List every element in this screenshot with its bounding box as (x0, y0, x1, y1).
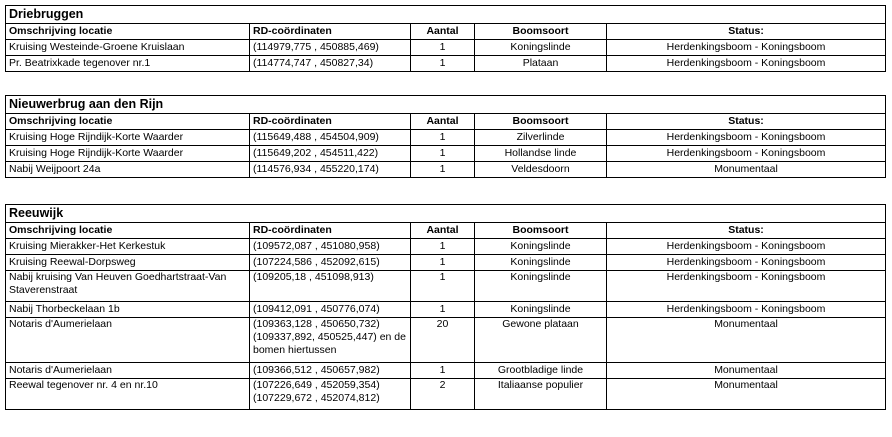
cell-boomsoort: Hollandse linde (475, 146, 607, 162)
table-row (6, 146, 886, 162)
cell-aantal: 1 (411, 162, 475, 178)
table-row (6, 239, 886, 255)
table-row (6, 40, 886, 56)
cell-coord: (114774,747 , 450827,34) (250, 56, 411, 72)
cell-aantal: 1 (411, 363, 475, 379)
cell-coord: (109572,087 , 451080,958) (250, 239, 411, 255)
cell-coord: (107226,649 , 452059,354) (107229,672 , 452074,812) (250, 379, 411, 410)
cell-locatie: Reewal tegenover nr. 4 en nr.10 (6, 379, 250, 410)
header-aantal: Aantal (411, 114, 475, 130)
cell-locatie: Kruising Hoge Rijndijk-Korte Waarder (6, 146, 250, 162)
tree-table (5, 5, 886, 72)
cell-coord: (107224,586 , 452092,615) (250, 255, 411, 271)
table-row (6, 363, 886, 379)
cell-status: Monumentaal (607, 363, 886, 379)
header-aantal: Aantal (411, 223, 475, 239)
cell-aantal: 1 (411, 302, 475, 318)
cell-boomsoort: Koningslinde (475, 302, 607, 318)
cell-status: Herdenkingsboom - Koningsboom (607, 40, 886, 56)
cell-status: Herdenkingsboom - Koningsboom (607, 302, 886, 318)
cell-status: Herdenkingsboom - Koningsboom (607, 130, 886, 146)
cell-status: Monumentaal (607, 318, 886, 363)
cell-status: Herdenkingsboom - Koningsboom (607, 255, 886, 271)
section-title: Nieuwerbrug aan den Rijn (6, 96, 886, 114)
cell-locatie: Kruising Reewal-Dorpsweg (6, 255, 250, 271)
header-status: Status: (607, 24, 886, 40)
cell-boomsoort: Veldesdoorn (475, 162, 607, 178)
cell-status: Herdenkingsboom - Koningsboom (607, 146, 886, 162)
cell-aantal: 20 (411, 318, 475, 363)
cell-boomsoort: Koningslinde (475, 255, 607, 271)
cell-locatie: Kruising Westeinde-Groene Kruislaan (6, 40, 250, 56)
cell-locatie: Notaris d'Aumerielaan (6, 363, 250, 379)
cell-aantal: 1 (411, 130, 475, 146)
cell-coord: (109205,18 , 451098,913) (250, 271, 411, 302)
cell-boomsoort: Koningslinde (475, 239, 607, 255)
cell-aantal: 1 (411, 271, 475, 302)
header-status: Status: (607, 223, 886, 239)
section-reeuwijk (5, 204, 885, 410)
section-nieuwerbrug (5, 95, 885, 178)
table-row (6, 255, 886, 271)
tree-table (5, 204, 886, 410)
header-aantal: Aantal (411, 24, 475, 40)
header-locatie: Omschrijving locatie (6, 24, 250, 40)
cell-boomsoort: Koningslinde (475, 40, 607, 56)
header-boomsoort: Boomsoort (475, 114, 607, 130)
cell-aantal: 1 (411, 40, 475, 56)
table-row (6, 130, 886, 146)
header-locatie: Omschrijving locatie (6, 223, 250, 239)
cell-locatie: Kruising Mierakker-Het Kerkestuk (6, 239, 250, 255)
table-row (6, 318, 886, 363)
section-driebruggen (5, 5, 885, 72)
cell-coord: (114979,775 , 450885,469) (250, 40, 411, 56)
cell-aantal: 1 (411, 239, 475, 255)
cell-aantal: 2 (411, 379, 475, 410)
cell-locatie: Pr. Beatrixkade tegenover nr.1 (6, 56, 250, 72)
header-coord: RD-coördinaten (250, 223, 411, 239)
cell-boomsoort: Plataan (475, 56, 607, 72)
table-row (6, 379, 886, 410)
cell-status: Herdenkingsboom - Koningsboom (607, 271, 886, 302)
section-title: Reeuwijk (6, 205, 886, 223)
tree-table (5, 95, 886, 178)
cell-status: Monumentaal (607, 162, 886, 178)
table-row (6, 302, 886, 318)
header-status: Status: (607, 114, 886, 130)
cell-locatie: Nabij Weijpoort 24a (6, 162, 250, 178)
cell-coord: (109363,128 , 450650,732) (109337,892, 450525,447) en de bomen hiertussen (250, 318, 411, 363)
cell-status: Monumentaal (607, 379, 886, 410)
cell-locatie: Nabij Thorbeckelaan 1b (6, 302, 250, 318)
header-coord: RD-coördinaten (250, 24, 411, 40)
cell-boomsoort: Zilverlinde (475, 130, 607, 146)
cell-boomsoort: Gewone plataan (475, 318, 607, 363)
cell-aantal: 1 (411, 146, 475, 162)
header-boomsoort: Boomsoort (475, 223, 607, 239)
table-row (6, 162, 886, 178)
cell-coord: (114576,934 , 455220,174) (250, 162, 411, 178)
table-row (6, 271, 886, 302)
cell-coord: (115649,202 , 454511,422) (250, 146, 411, 162)
cell-locatie: Nabij kruising Van Heuven Goedhartstraat-Van Staverenstraat (6, 271, 250, 302)
cell-locatie: Notaris d'Aumerielaan (6, 318, 250, 363)
header-boomsoort: Boomsoort (475, 24, 607, 40)
cell-coord: (109412,091 , 450776,074) (250, 302, 411, 318)
cell-locatie: Kruising Hoge Rijndijk-Korte Waarder (6, 130, 250, 146)
cell-aantal: 1 (411, 255, 475, 271)
cell-boomsoort: Koningslinde (475, 271, 607, 302)
cell-aantal: 1 (411, 56, 475, 72)
cell-coord: (115649,488 , 454504,909) (250, 130, 411, 146)
header-locatie: Omschrijving locatie (6, 114, 250, 130)
section-title: Driebruggen (6, 6, 886, 24)
cell-boomsoort: Grootbladige linde (475, 363, 607, 379)
cell-coord: (109366,512 , 450657,982) (250, 363, 411, 379)
cell-boomsoort: Italiaanse populier (475, 379, 607, 410)
table-row (6, 56, 886, 72)
header-coord: RD-coördinaten (250, 114, 411, 130)
cell-status: Herdenkingsboom - Koningsboom (607, 239, 886, 255)
cell-status: Herdenkingsboom - Koningsboom (607, 56, 886, 72)
